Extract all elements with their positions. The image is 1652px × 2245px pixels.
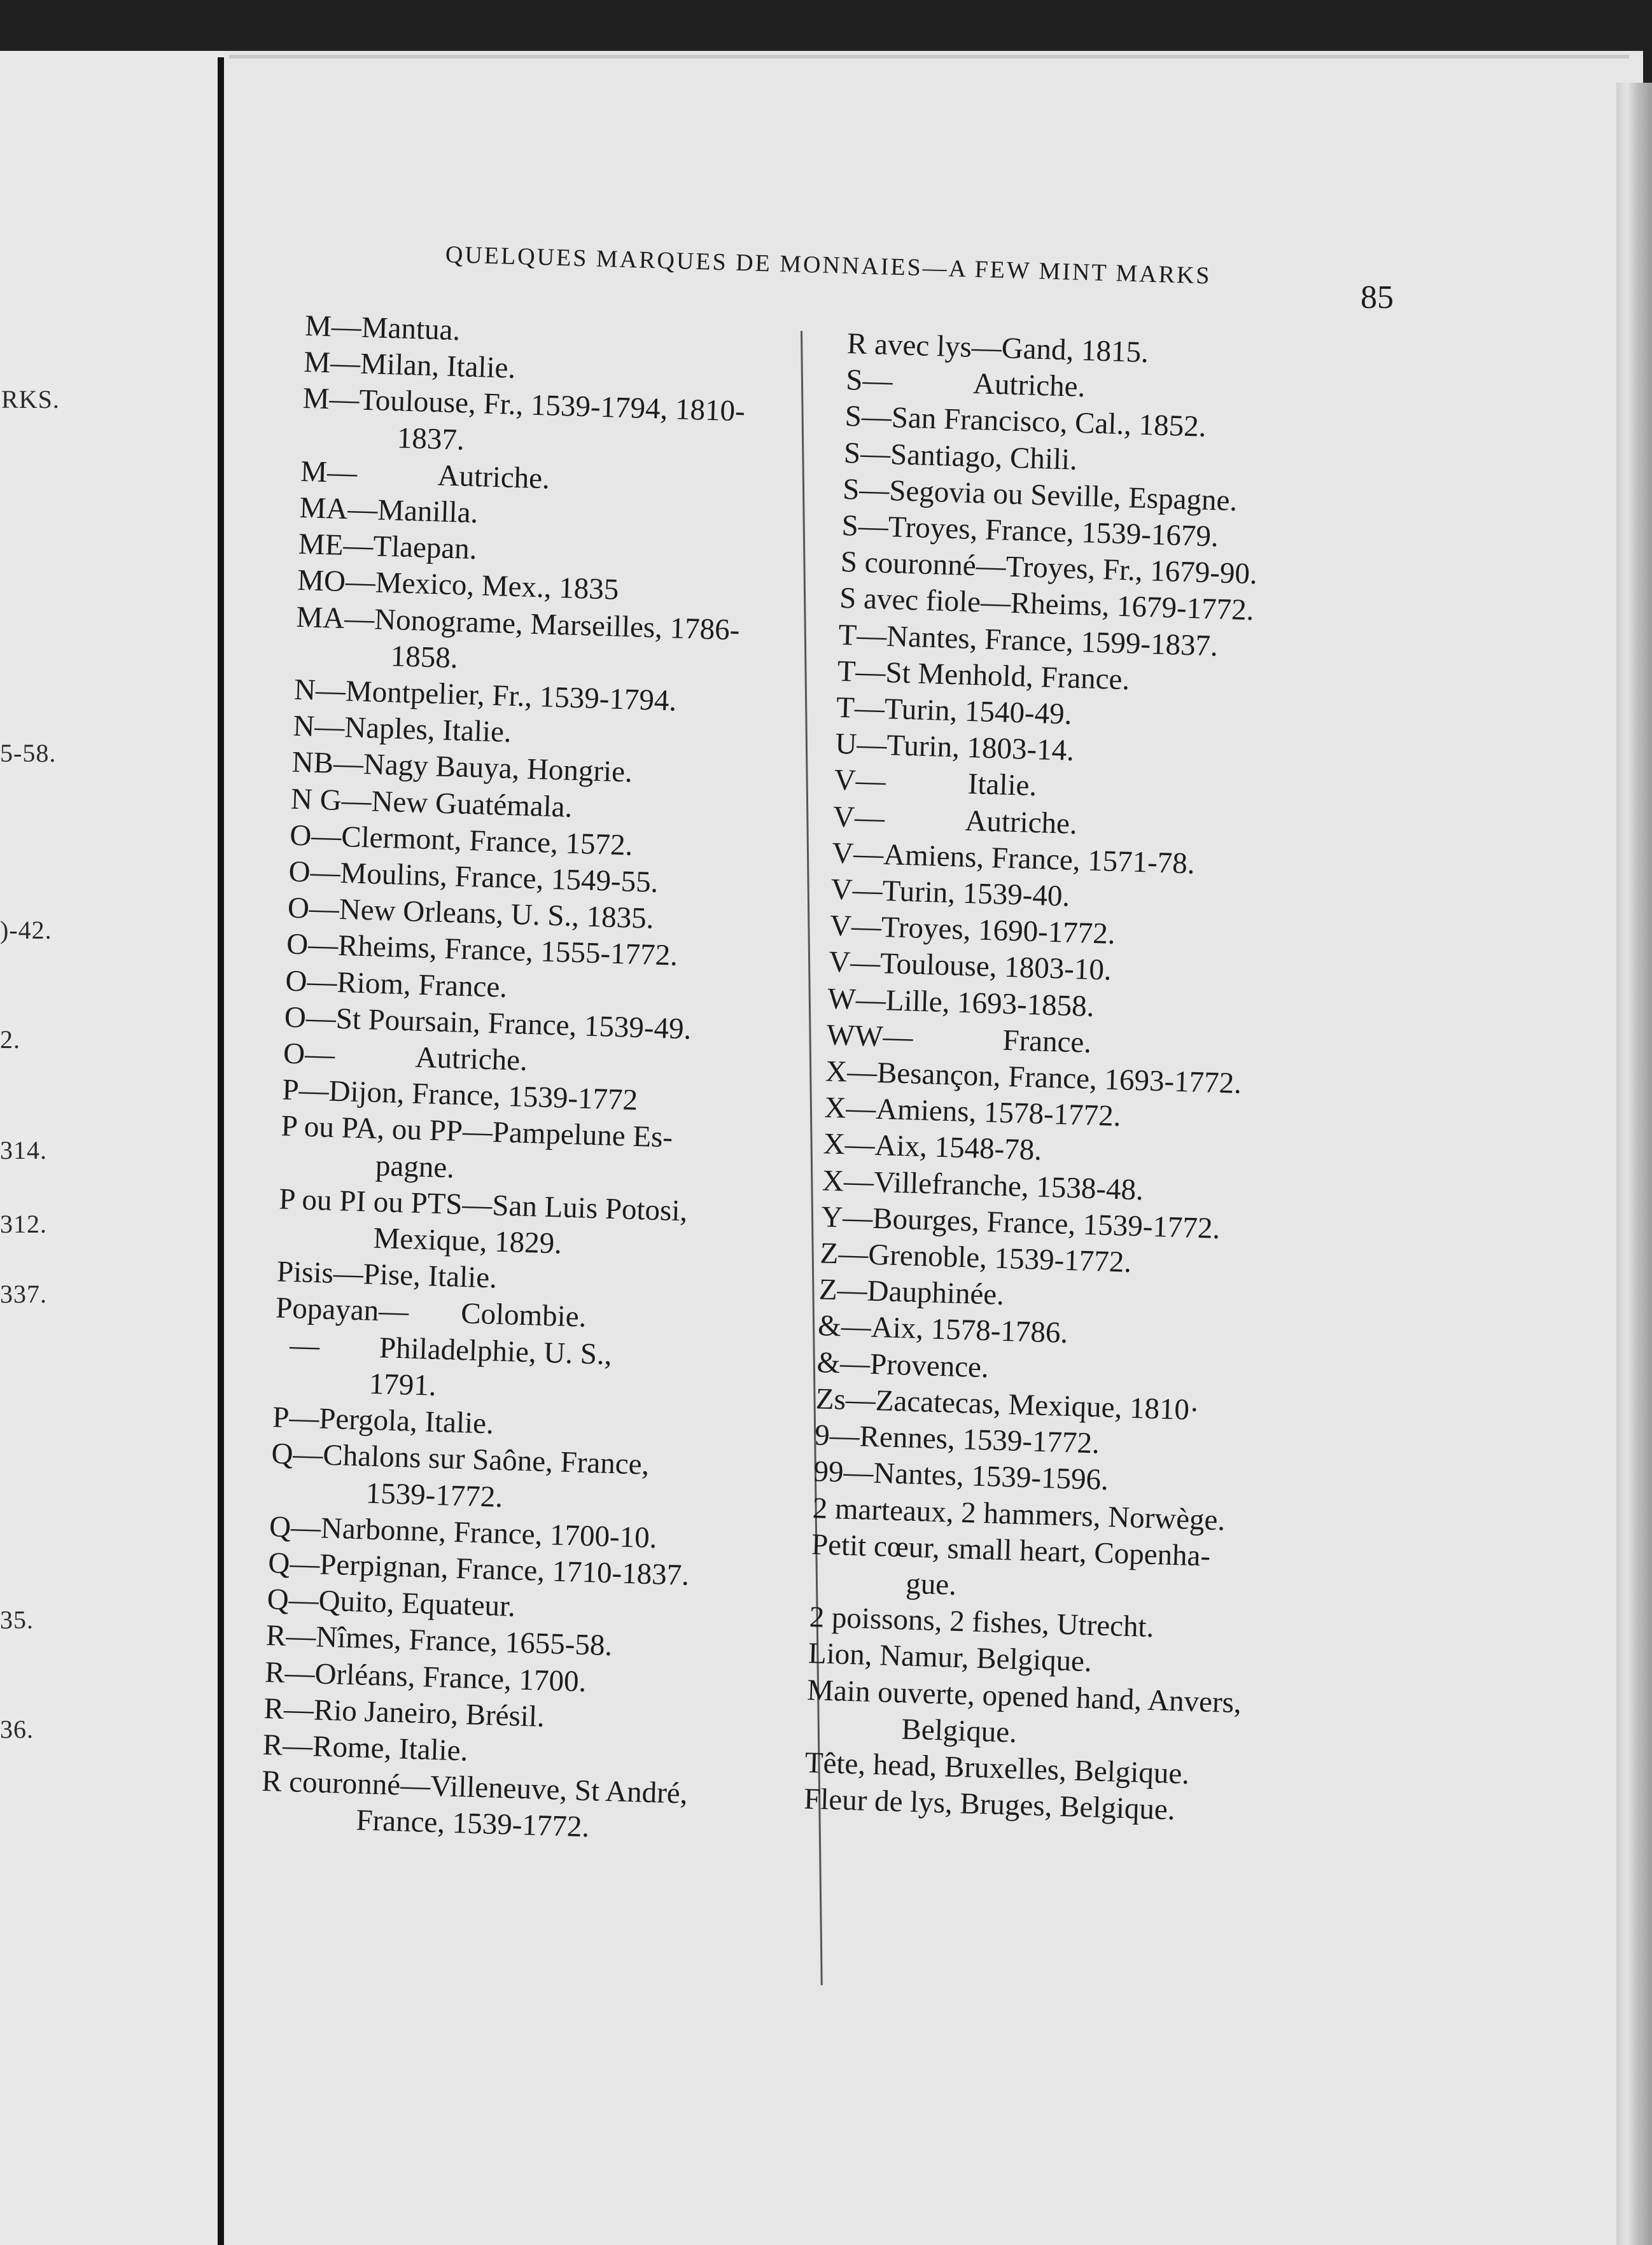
mint-mark-entry: T—Nantes, France, 1599-1837. [837, 618, 1219, 663]
mint-mark-entry: P—Pergola, Italie. [272, 1401, 494, 1441]
mint-mark-entry: S—Troyes, France, 1539-1679. [841, 508, 1219, 554]
mint-mark-entry: M—Mantua. [304, 309, 461, 347]
mint-mark-entry: R—Rio Janeiro, Brésil. [263, 1691, 545, 1733]
mint-mark-entry: V—Toulouse, 1803-10. [828, 946, 1112, 988]
mint-mark-entry: &—Provence. [816, 1345, 990, 1384]
mint-mark-entry: O— Autriche. [283, 1037, 528, 1077]
page-stack-edge [1616, 83, 1652, 2245]
mint-mark-entry: O—Rheims, France, 1555-1772. [286, 928, 678, 973]
mint-mark-entry: Z—Grenoble, 1539-1772. [819, 1236, 1132, 1279]
mint-mark-entry: P ou PI ou PTS—San Luis Potosi, [278, 1182, 688, 1228]
facing-page-fragment: 314. [0, 1136, 47, 1164]
left-column [260, 308, 815, 1851]
mint-mark-entry: N—Naples, Italie. [292, 709, 512, 750]
mint-mark-entry: Pisis—Pise, Italie. [276, 1255, 498, 1295]
facing-page-fragment: RKS. [1, 385, 60, 414]
mint-mark-entry: Petit cœur, small heart, Copenha- [811, 1527, 1211, 1573]
mint-mark-entry: O—Moulins, France, 1549-55. [288, 855, 659, 899]
mint-mark-entry: 1791. [368, 1367, 437, 1402]
mint-mark-entry: S avec fiole—Rheims, 1679-1772. [839, 582, 1255, 627]
facing-page-fragment: )-42. [0, 916, 52, 944]
mint-mark-entry: gue. [905, 1567, 957, 1602]
mint-mark-entry: 9—Rennes, 1539-1772. [814, 1418, 1100, 1460]
mint-mark-entry: M— Autriche. [300, 454, 550, 496]
mint-mark-entry: M—Toulouse, Fr., 1539-1794, 1810- [302, 382, 746, 428]
mint-mark-entry: Lion, Namur, Belgique. [808, 1637, 1093, 1679]
page-gutter [218, 57, 224, 2245]
mint-mark-entry: R couronné—Villeneuve, St André, [261, 1765, 689, 1810]
mint-mark-entry: V—Troyes, 1690-1772. [829, 909, 1116, 951]
mint-mark-entry: Main ouverte, opened hand, Anvers, [806, 1673, 1242, 1719]
mint-mark-entry: &—Aix, 1578-1786. [817, 1309, 1068, 1350]
mint-mark-entry: S—Santiago, Chili. [843, 436, 1078, 477]
mint-mark-entry: P—Dijon, France, 1539-1772 [281, 1073, 638, 1117]
mint-mark-entry: N G—New Guatémala. [290, 782, 573, 824]
mint-mark-entry: 1837. [396, 421, 465, 457]
mint-mark-entry: O—New Orleans, U. S., 1835. [287, 891, 655, 935]
mint-mark-entry: S— Autriche. [845, 363, 1086, 404]
mint-mark-entry: V— Autriche. [832, 800, 1078, 841]
mint-mark-entry: WW— France. [826, 1018, 1092, 1060]
mint-mark-entry: Q—Narbonne, France, 1700-10. [269, 1509, 658, 1555]
right-column [803, 326, 1394, 1834]
mint-mark-entry: Zs—Zacatecas, Mexique, 1810· [815, 1382, 1200, 1427]
mint-mark-entry: R—Orléans, France, 1700. [264, 1655, 587, 1698]
mint-mark-entry: Y—Bourges, France, 1539-1772. [820, 1200, 1221, 1245]
mint-mark-entry: Q—Perpignan, France, 1710-1837. [267, 1546, 690, 1592]
mint-mark-entry: Fleur de lys, Bruges, Belgique. [803, 1782, 1176, 1827]
mint-mark-entry: 2 marteaux, 2 hammers, Norwège. [812, 1491, 1226, 1537]
mint-mark-entry: MA—Manilla. [298, 491, 479, 530]
mint-mark-entry: Belgique. [900, 1712, 1018, 1749]
mint-mark-entry: S—San Francisco, Cal., 1852. [844, 400, 1207, 444]
facing-page-fragment: 5-58. [0, 739, 57, 767]
facing-page-fragment: 337. [0, 1280, 47, 1308]
mint-mark-entry: — Philadelphie, U. S., [274, 1327, 613, 1371]
mint-mark-entry: T—St Menhold, France. [837, 654, 1130, 697]
mint-mark-entry: O—Clermont, France, 1572. [289, 818, 634, 862]
facing-page-fragment: 36. [0, 1715, 34, 1744]
mint-mark-entry: 2 poissons, 2 fishes, Utrecht. [809, 1600, 1155, 1644]
mint-mark-entry: O—Riom, France. [284, 964, 508, 1004]
mint-mark-entry: R—Rome, Italie. [262, 1728, 469, 1768]
mint-mark-entry: P ou PA, ou PP—Pampelune Es- [281, 1109, 673, 1155]
mint-mark-entry: Tête, head, Bruxelles, Belgique. [804, 1745, 1190, 1791]
mint-mark-entry: pagne. [375, 1149, 455, 1185]
mint-mark-entry: R—Nîmes, France, 1655-58. [265, 1619, 613, 1663]
mint-mark-entry: 1858. [390, 640, 459, 675]
mint-mark-entry: S couronné—Troyes, Fr., 1679-90. [840, 545, 1258, 591]
page-top-edge [229, 55, 1629, 59]
page-number: 85 [1361, 279, 1394, 316]
mint-mark-entry: T—Turin, 1540-49. [836, 690, 1073, 731]
mint-mark-entry: R avec lys—Gand, 1815. [846, 326, 1149, 370]
mint-mark-entry: X—Villefranche, 1538-48. [822, 1164, 1144, 1207]
mint-mark-entry: N—Montpelier, Fr., 1539-1794. [293, 673, 677, 718]
mint-mark-entry: W—Lille, 1693-1858. [827, 982, 1095, 1023]
mint-mark-entry: France, 1539-1772. [355, 1803, 590, 1844]
mint-mark-entry: S—Segovia ou Seville, Espagne. [842, 472, 1238, 518]
mint-mark-entry: V—Turin, 1539-40. [830, 872, 1070, 913]
mint-mark-entry: Popayan— Colombie. [275, 1291, 587, 1334]
mint-mark-entry: U—Turin, 1803-14. [834, 727, 1075, 768]
facing-page-fragment: 312. [0, 1210, 47, 1238]
mint-mark-entry: NB—Nagy Bauya, Hongrie. [291, 746, 633, 789]
mint-mark-entry: V—Amiens, France, 1571-78. [831, 836, 1196, 881]
mint-mark-entry: 1539-1772. [365, 1476, 503, 1514]
mint-mark-entry: Q—Quito, Equateur. [267, 1583, 516, 1623]
facing-page-fragment: 35. [0, 1605, 34, 1634]
mint-mark-entry: X—Amiens, 1578-1772. [823, 1091, 1122, 1133]
mint-mark-entry: M—Milan, Italie. [303, 346, 516, 386]
mint-mark-entry: Q—Chalons sur Saône, France, [270, 1437, 650, 1482]
mint-mark-entry: Z—Dauphinée. [818, 1273, 1005, 1312]
mint-mark-entry: MO—Mexico, Mex., 1835 [297, 564, 620, 607]
mint-mark-entry: 99—Nantes, 1539-1596. [813, 1455, 1109, 1497]
mint-mark-entry: X—Aix, 1548-78. [823, 1127, 1042, 1168]
facing-page-fragment: 2. [0, 1025, 20, 1054]
mint-mark-entry: Mexique, 1829. [372, 1221, 563, 1261]
mint-mark-entry: ME—Tlaepan. [298, 528, 478, 566]
mint-mark-entry: MA—Nonograme, Marseilles, 1786- [295, 600, 741, 647]
mint-mark-entry: O—St Poursain, France, 1539-49. [284, 1000, 692, 1046]
running-head: QUELQUES MARQUES DE MONNAIES—A FEW MINT MARKS [445, 241, 1212, 290]
mint-mark-entry: V— Italie. [834, 764, 1037, 803]
mint-mark-entry: X—Besançon, France, 1693-1772. [825, 1054, 1242, 1100]
